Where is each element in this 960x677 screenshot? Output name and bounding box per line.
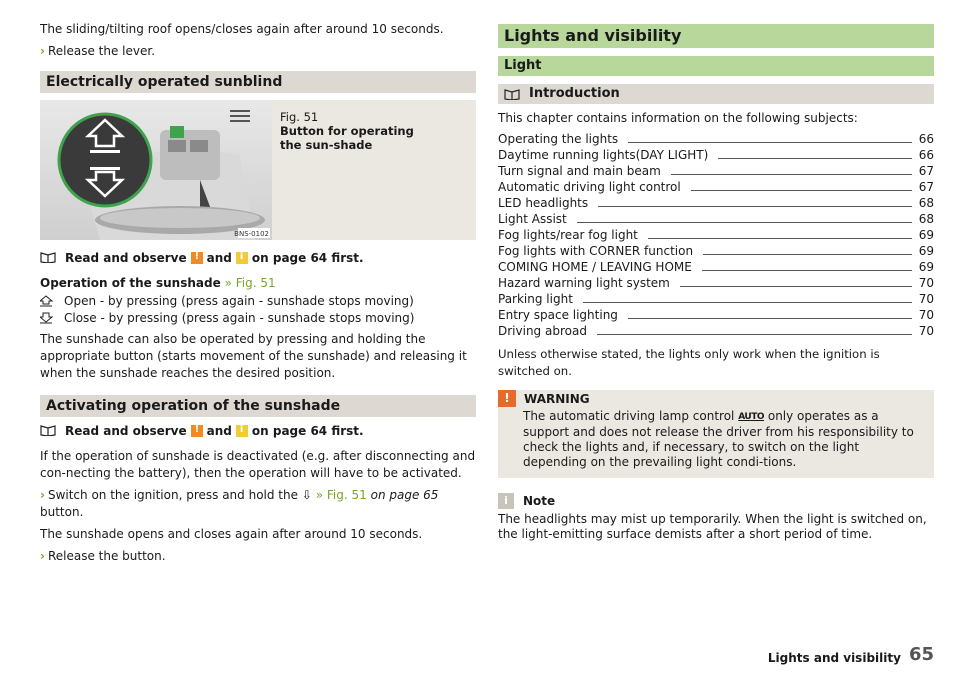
page-number: 65 (908, 644, 934, 665)
toc-entry[interactable] (498, 147, 934, 163)
warning-icon: ! (498, 390, 516, 407)
toc-entry[interactable] (498, 323, 934, 339)
toc-leader-line (703, 254, 912, 255)
toc-entry-label: Parking light (498, 292, 573, 306)
page-footer (768, 643, 934, 665)
sunshade-illustration (40, 100, 272, 240)
read-observe-line-2: Read and observe ! and i on page 64 first. (40, 422, 476, 439)
note-title: Note (523, 493, 556, 508)
toc-leader-line (628, 318, 912, 319)
footer-title: Lights and visibility (767, 651, 901, 665)
sunshade-paragraph: The sunshade can also be operated by pressing and holding the appropriate button (starts movement of the sunshade) and releasing it when the sunshade reaches the desired position. (40, 332, 467, 380)
toc-entry-page: 67 (918, 180, 934, 194)
info-icon: i (498, 493, 514, 509)
warning-header (498, 390, 934, 407)
toc-leader-line (583, 302, 912, 303)
toc-entry-label: LED headlights (498, 196, 589, 210)
step-arrow-icon: › (40, 488, 45, 502)
sunshade-button-image (40, 100, 272, 240)
step-arrow-icon: › (40, 44, 45, 58)
toc-leader-line (598, 206, 912, 207)
toc-entry[interactable] (498, 211, 934, 227)
switch-on-step: › Switch on the ignition, press and hold the ⇩ » Fig. 51 on page 65 button. (40, 488, 439, 519)
toc-entry[interactable] (498, 259, 934, 275)
warning-box (498, 390, 934, 478)
toc-entry-page: 70 (918, 308, 934, 322)
main-heading: Lights and visibility (498, 24, 934, 48)
toc-entry-page: 67 (918, 164, 934, 178)
figure-caption (272, 100, 438, 240)
note-header (498, 492, 934, 509)
note-text: The headlights may mist up temporarily. When the light is switched on, the light-emitting surface demists after a short period of time. (498, 512, 927, 541)
intro-text: The sliding/tilting roof opens/closes again after around 10 seconds. (40, 22, 444, 36)
close-arrow-icon (40, 312, 64, 324)
toc-entry-label: Turn signal and main beam (498, 164, 661, 178)
toc-entry-page: 68 (918, 196, 934, 210)
step-arrow-icon: › (40, 549, 45, 563)
toc-entry-label: Operating the lights (498, 132, 619, 146)
toc-entry-label: Fog lights/rear fog light (498, 228, 638, 242)
deactivated-paragraph: If the operation of sunshade is deactivated (e.g. after disconnecting and con-necting the battery), then the operation will have to be activated. (40, 449, 476, 480)
toc-leader-line (691, 190, 912, 191)
toc-entry-label: Light Assist (498, 212, 567, 226)
toc-entry[interactable] (498, 275, 934, 291)
fig-link[interactable]: » Fig. 51 (224, 276, 276, 290)
figure-51 (40, 100, 476, 240)
toc-entry-page: 66 (918, 132, 934, 146)
activating-heading: Activating operation of the sunshade (40, 395, 476, 417)
book-icon (40, 252, 56, 263)
toc-leader-line (680, 286, 912, 287)
toc-entry[interactable] (498, 195, 934, 211)
auto-light-icon: AUTO (738, 412, 765, 422)
open-item: Open - by pressing (press again - sunshade stops moving) (40, 292, 476, 309)
toc-entry-page: 69 (918, 228, 934, 242)
toc-leader-line (702, 270, 912, 271)
toc-entry[interactable] (498, 243, 934, 259)
toc-entry[interactable] (498, 227, 934, 243)
toc-leader-line (628, 142, 912, 143)
toc-list (498, 131, 934, 339)
figure-caption-text: Button for operating the sun-shade (280, 124, 414, 152)
toc-leader-line (718, 158, 912, 159)
toc-leader-line (671, 174, 912, 175)
right-column (498, 0, 934, 542)
toc-entry-page: 69 (918, 244, 934, 258)
operation-heading: Operation of the sunshade » Fig. 51 (40, 276, 276, 290)
toc-leader-line (597, 334, 912, 335)
toc-entry-label: Hazard warning light system (498, 276, 670, 290)
release-lever-step: › Release the lever. (40, 44, 156, 58)
toc-entry-label: Driving abroad (498, 324, 587, 338)
toc-entry-page: 70 (918, 276, 934, 290)
book-icon (504, 89, 520, 100)
left-column (40, 0, 476, 565)
figure-code: BNS-0102 (234, 230, 269, 238)
button-symbol-icon: ⇩ (301, 488, 312, 502)
sunblind-heading: Electrically operated sunblind (40, 71, 476, 93)
toc-entry-label: COMING HOME / LEAVING HOME (498, 260, 692, 274)
opens-closes-paragraph: The sunshade opens and closes again after around 10 seconds. (40, 527, 423, 541)
close-item: Close - by pressing (press again - sunshade stops moving) (40, 309, 476, 326)
read-observe-line: Read and observe ! and i on page 64 first. (40, 249, 476, 266)
toc-entry-label: Automatic driving light control (498, 180, 681, 194)
warning-icon (191, 252, 203, 264)
chapter-text: This chapter contains information on the following subjects: (498, 111, 858, 125)
toc-entry-page: 69 (918, 260, 934, 274)
warning-body: The automatic driving lamp control AUTO only operates as a support and does not release the driver from his responsibility to check the lights and, if necessary, to switch on the light depending on the prevailing light condi-tions. (523, 409, 914, 469)
toc-entry[interactable] (498, 307, 934, 323)
toc-entry[interactable] (498, 179, 934, 195)
fig-link[interactable]: » Fig. 51 (315, 488, 367, 502)
toc-entry-page: 70 (918, 324, 934, 338)
book-icon (40, 425, 56, 436)
release-button-step: › Release the button. (40, 549, 166, 563)
toc-entry-page: 68 (918, 212, 934, 226)
introduction-heading: Introduction (498, 84, 934, 104)
toc-entry-page: 66 (918, 148, 934, 162)
toc-entry[interactable] (498, 163, 934, 179)
warning-title: WARNING (524, 391, 590, 406)
toc-entry[interactable] (498, 131, 934, 147)
note-icon (236, 252, 248, 264)
ignition-text: Unless otherwise stated, the lights only work when the ignition is switched on. (498, 347, 880, 378)
warning-icon (191, 425, 203, 437)
light-heading: Light (498, 56, 934, 76)
toc-entry-page: 70 (918, 292, 934, 306)
toc-entry[interactable] (498, 291, 934, 307)
open-arrow-icon (40, 295, 64, 307)
toc-leader-line (648, 238, 912, 239)
toc-leader-line (577, 222, 912, 223)
toc-entry-label: Daytime running lights(DAY LIGHT) (498, 148, 709, 162)
toc-entry-label: Fog lights with CORNER function (498, 244, 694, 258)
toc-entry-label: Entry space lighting (498, 308, 618, 322)
figure-number: Fig. 51 (280, 110, 319, 124)
note-icon (236, 425, 248, 437)
